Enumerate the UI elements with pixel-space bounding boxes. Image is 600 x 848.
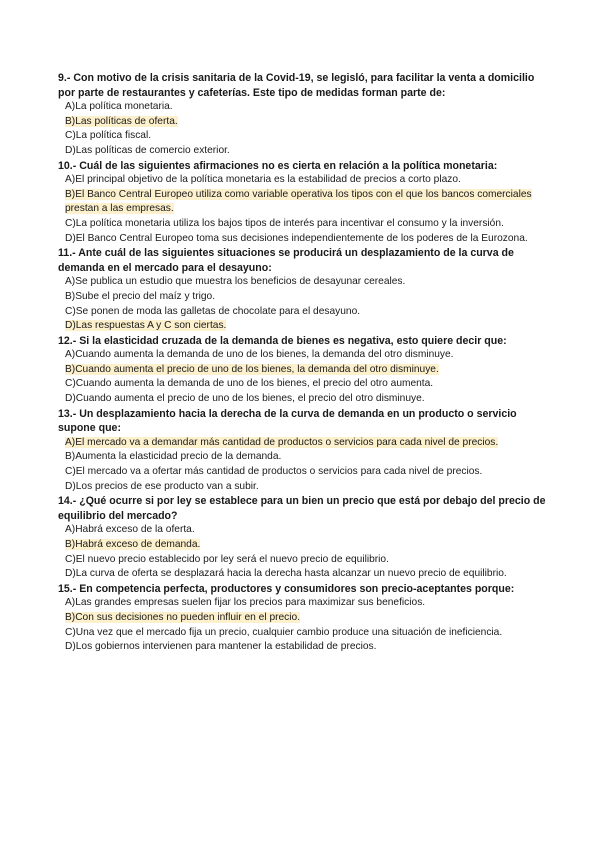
answer-option: [58, 100, 548, 115]
question-number: 12.-: [58, 334, 77, 347]
answer-text: [65, 218, 504, 229]
answer-text: [65, 393, 425, 404]
answer-option: [58, 465, 548, 480]
highlighted-answer: [65, 189, 532, 215]
option-text: El nuevo precio establecido por ley será el nuevo precio de equilibrio.: [75, 553, 389, 565]
option-text: Cuando aumenta el precio de uno de los bienes, la demanda del otro disminuye.: [75, 363, 439, 375]
option-letter: B): [65, 115, 76, 127]
answer-text: [65, 349, 454, 360]
highlighted-answer: [65, 437, 498, 448]
option-letter: B): [65, 363, 76, 375]
answer-option: [58, 553, 548, 568]
option-text: Cuando aumenta la demanda de uno de los bienes, el precio del otro aumenta.: [75, 378, 434, 390]
answer-text: [65, 378, 433, 389]
question-number: 13.-: [58, 407, 77, 420]
option-letter: D): [65, 144, 76, 156]
option-text: Las grandes empresas suelen fijar los precios para maximizar sus beneficios.: [75, 597, 426, 609]
option-text: Habrá exceso de la oferta.: [75, 524, 195, 536]
answer-option: [58, 188, 548, 217]
option-letter: C): [65, 626, 76, 638]
option-letter: C): [65, 378, 76, 390]
option-text: Las políticas de comercio exterior.: [75, 144, 230, 156]
question-text: [58, 159, 548, 174]
option-text: Aumenta la elasticidad precio de la demanda.: [75, 451, 282, 463]
answer-option: [58, 626, 548, 641]
answer-text: [65, 524, 195, 535]
option-letter: D): [65, 320, 76, 332]
answer-text: [65, 554, 389, 565]
answer-option: [58, 377, 548, 392]
option-letter: C): [65, 217, 76, 229]
answer-option: [58, 363, 548, 378]
question-stem: ¿Qué ocurre si por ley se establece para un bien un precio que está por debajo del precio de equilibrio del mercado?: [58, 495, 546, 522]
answer-option: [58, 129, 548, 144]
question-stem: Con motivo de la crisis sanitaria de la Covid-19, se legisló, para facilitar la venta a domicilio por parte de restaurantes y cafeterías. Este tipo de medidas forman parte de:: [58, 72, 535, 99]
answer-option: [58, 115, 548, 130]
question-number: 15.-: [58, 582, 77, 595]
option-letter: A): [65, 436, 76, 448]
question-list: [58, 71, 548, 655]
option-text: El principal objetivo de la política monetaria es la estabilidad de precios a corto plazo.: [75, 174, 461, 186]
question-block: [58, 407, 548, 495]
answer-option: [58, 567, 548, 582]
option-letter: D): [65, 641, 76, 653]
answer-option: [58, 611, 548, 626]
answer-option: [58, 173, 548, 188]
option-letter: D): [65, 568, 76, 580]
answer-text: [65, 306, 360, 317]
question-number: 14.-: [58, 495, 77, 508]
answer-text: [65, 481, 259, 492]
option-text: La curva de oferta se desplazará hacia la derecha hasta alcanzar un nuevo precio de equilibrio.: [75, 568, 507, 580]
option-letter: B): [65, 188, 76, 200]
answer-text: [65, 145, 230, 156]
answer-option: [58, 217, 548, 232]
option-letter: C): [65, 305, 76, 317]
option-text: Habrá exceso de demanda.: [75, 539, 201, 550]
question-number: 10.-: [58, 159, 77, 172]
question-stem: En competencia perfecta, productores y consumidores son precio-aceptantes porque:: [79, 582, 515, 595]
answer-option: [58, 305, 548, 320]
question-stem: Cuál de las siguientes afirmaciones no es cierta en relación a la política monetaria:: [79, 159, 498, 172]
option-letter: A): [65, 349, 76, 361]
option-text: Las políticas de oferta.: [75, 115, 178, 127]
question-stem: Ante cuál de las siguientes situaciones se producirá un desplazamiento de la curva de demanda en el mercado para el desayuno:: [58, 247, 514, 274]
question-block: [58, 246, 548, 334]
answer-option: [58, 596, 548, 611]
option-text: Los gobiernos intervienen para mantener la estabilidad de precios.: [75, 641, 377, 653]
answer-option: [58, 480, 548, 495]
question-text: [58, 582, 548, 597]
option-letter: B): [65, 611, 76, 623]
answer-text: [65, 568, 507, 579]
question-text: [58, 334, 548, 349]
answer-option: [58, 538, 548, 553]
option-text: Sube el precio del maíz y trigo.: [75, 290, 216, 302]
option-text: El Banco Central Europeo toma sus decisiones independientemente de los poderes de la Eurozona.: [75, 232, 528, 244]
question-text: [58, 71, 548, 100]
option-text: La política monetaria utiliza los bajos tipos de interés para incentivar el consumo y la inversión.: [75, 217, 504, 229]
option-letter: A): [65, 524, 76, 536]
answer-text: [65, 291, 215, 302]
option-text: Las respuestas A y C son ciertas.: [75, 320, 227, 332]
option-text: Los precios de ese producto van a subir.: [75, 480, 259, 492]
question-number: 9.-: [58, 72, 71, 84]
option-letter: A): [65, 101, 76, 113]
answer-option: [58, 450, 548, 465]
highlighted-answer: [65, 320, 226, 331]
option-text: El Banco Central Europeo utiliza como variable operativa los tipos con el que los bancos comerciales prestan a las empresas.: [65, 188, 532, 215]
option-letter: A): [65, 597, 76, 609]
highlighted-answer: [65, 539, 200, 550]
option-text: El mercado va a ofertar más cantidad de productos o servicios para cada nivel de precios.: [75, 466, 483, 478]
answer-text: [65, 597, 425, 608]
question-text: [58, 246, 548, 275]
option-letter: B): [65, 451, 76, 463]
option-letter: C): [65, 466, 76, 478]
question-text: [58, 494, 548, 523]
option-letter: A): [65, 276, 76, 288]
option-letter: D): [65, 480, 76, 492]
option-text: El mercado va a demandar más cantidad de productos o servicios para cada nivel de precios.: [75, 436, 499, 448]
option-text: Una vez que el mercado fija un precio, cualquier cambio produce una situación de ineficiencia.: [75, 626, 503, 638]
question-stem: Un desplazamiento hacia la derecha de la curva de demanda en un producto o servicio supone que:: [58, 407, 517, 435]
answer-option: [58, 275, 548, 290]
answer-option: [58, 144, 548, 159]
option-text: Se publica un estudio que muestra los beneficios de desayunar cereales.: [75, 276, 406, 288]
option-letter: C): [65, 130, 76, 142]
question-block: [58, 71, 548, 159]
answer-text: [65, 627, 502, 638]
option-text: Se ponen de moda las galletas de chocolate para el desayuno.: [75, 305, 361, 317]
option-text: Cuando aumenta el precio de uno de los bienes, el precio del otro disminuye.: [75, 393, 425, 405]
option-text: Con sus decisiones no pueden influir en el precio.: [75, 611, 301, 623]
answer-text: [65, 174, 461, 185]
question-block: [58, 159, 548, 247]
answer-option: [58, 319, 548, 334]
answer-option: [58, 436, 548, 451]
highlighted-answer: [65, 364, 439, 375]
question-text: [58, 407, 548, 436]
answer-text: [65, 466, 482, 477]
answer-option: [58, 640, 548, 655]
option-letter: B): [65, 539, 76, 550]
option-text: La política monetaria.: [75, 101, 173, 113]
answer-option: [58, 232, 548, 247]
option-letter: A): [65, 174, 76, 186]
option-text: Cuando aumenta la demanda de uno de los bienes, la demanda del otro disminuye.: [75, 349, 454, 361]
answer-text: [65, 451, 281, 462]
answer-text: [65, 130, 151, 141]
answer-text: [65, 276, 405, 287]
answer-option: [58, 523, 548, 538]
answer-text: [65, 641, 376, 652]
highlighted-answer: [65, 612, 300, 623]
option-letter: D): [65, 232, 76, 244]
answer-option: [58, 392, 548, 407]
question-stem: Si la elasticidad cruzada de la demanda de bienes es negativa, esto quiere decir que:: [79, 334, 507, 347]
answer-option: [58, 348, 548, 363]
question-block: [58, 334, 548, 407]
option-letter: C): [65, 553, 76, 565]
question-number: 11.-: [58, 247, 76, 260]
question-block: [58, 494, 548, 582]
answer-text: [65, 233, 528, 244]
option-text: La política fiscal.: [75, 130, 152, 142]
highlighted-answer: [65, 116, 178, 127]
answer-text: [65, 101, 173, 112]
question-block: [58, 582, 548, 655]
answer-option: [58, 290, 548, 305]
option-letter: D): [65, 393, 76, 405]
option-letter: B): [65, 290, 76, 302]
